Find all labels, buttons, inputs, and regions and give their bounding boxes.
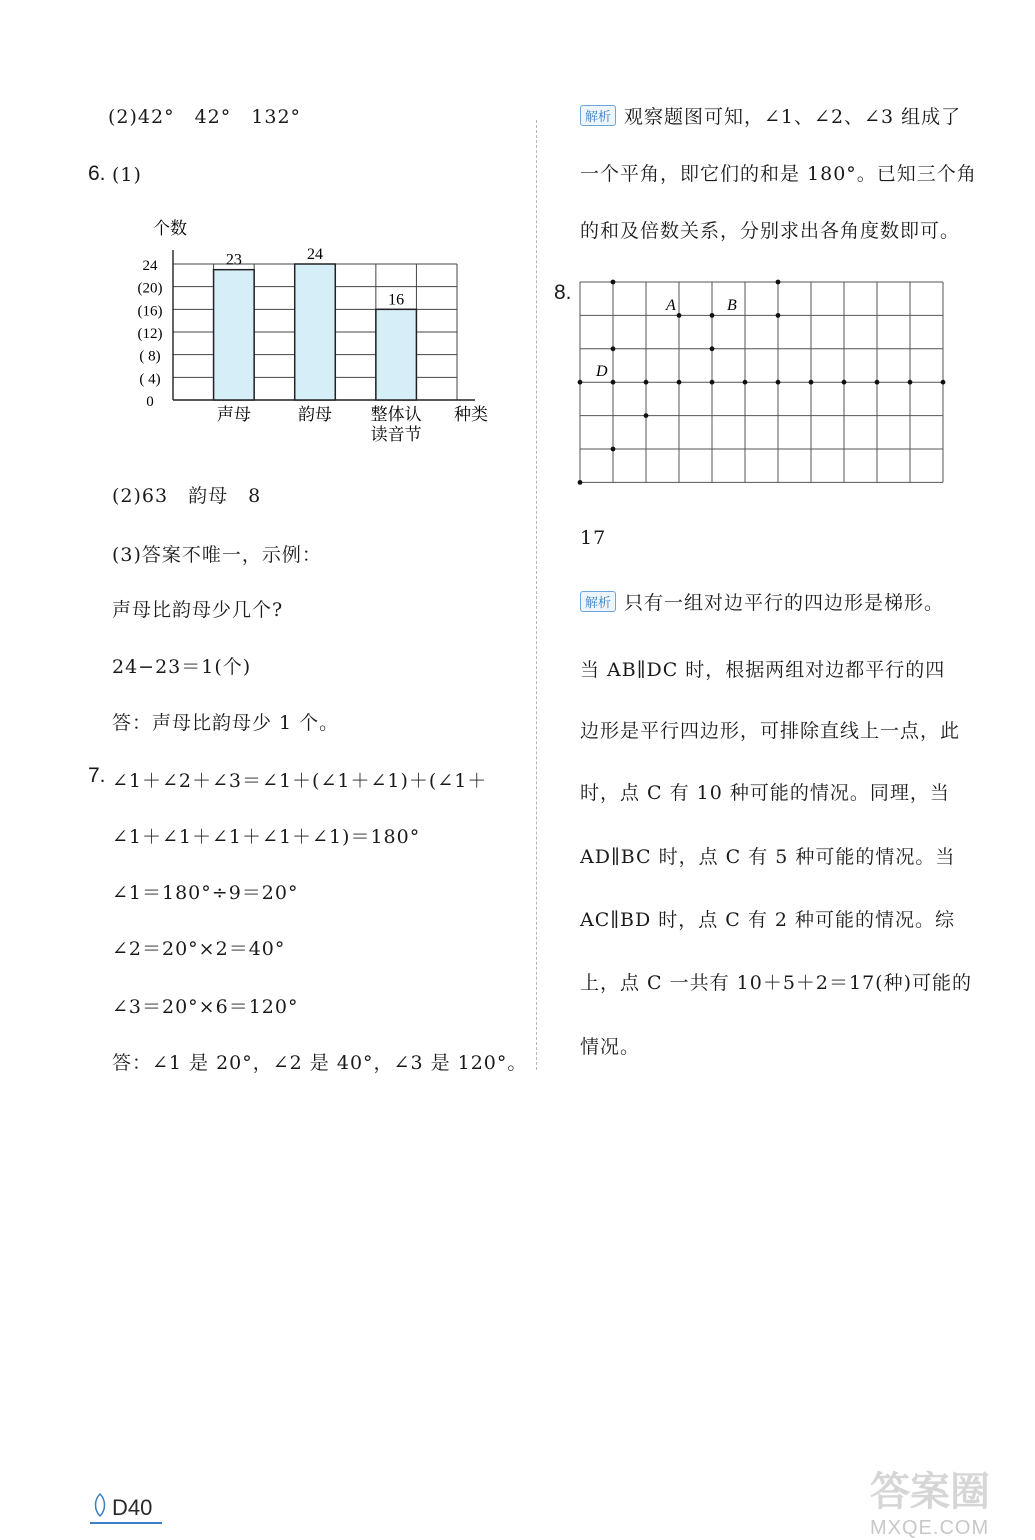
q7-line-4: ∠2＝20°×2＝40° <box>112 938 286 960</box>
analysis-badge-2: 解析 <box>580 591 616 612</box>
q7-line-3: ∠1＝180°÷9＝20° <box>112 882 299 904</box>
analysis-7-line-1 <box>580 102 961 129</box>
analysis-8-line-1 <box>580 588 944 615</box>
q8-answer: 17 <box>580 527 607 549</box>
grid-dot <box>710 313 715 318</box>
analysis-badge: 解析 <box>580 105 616 126</box>
category-label: 声母 <box>216 405 251 424</box>
point-b-label: B <box>727 297 737 314</box>
analysis-8-line-3: 边形是平行四边形，可排除直线上一点，此 <box>580 720 961 742</box>
page-number: D40 <box>112 1495 153 1520</box>
y-tick-label: (20) <box>137 280 163 297</box>
analysis-7-text-1: 观察题图可知，∠1、∠2、∠3 组成了 <box>624 106 962 128</box>
grid-dot <box>875 380 880 385</box>
analysis-8-text-1: 只有一组对边平行的四边形是梯形。 <box>624 592 945 614</box>
q6-label: 6. <box>88 162 106 185</box>
bar-1 <box>214 270 255 400</box>
y-tick-label: 0 <box>146 394 154 410</box>
leaf-icon <box>92 1492 108 1518</box>
q7-line-2: ∠1＋∠1＋∠1＋∠1＋∠1)＝180° <box>112 826 421 848</box>
grid-dot <box>710 380 715 385</box>
grid-dot <box>578 480 583 485</box>
q6-part3-question: 声母比韵母少几个? <box>112 599 284 621</box>
q7-label: 7. <box>88 764 106 787</box>
category-label: 读音节 <box>370 425 422 444</box>
analysis-7-line-3: 的和及倍数关系，分别求出各角度数即可。 <box>580 220 961 242</box>
grid-dot <box>743 380 748 385</box>
y-tick-label: 24 <box>142 258 158 274</box>
y-tick-label: ( 8) <box>139 348 161 365</box>
analysis-8-line-2: 当 AB∥DC 时，根据两组对边都平行的四 <box>580 659 946 681</box>
data-label: 24 <box>307 246 323 263</box>
point-d-label: D <box>596 363 608 380</box>
grid-dot <box>776 280 781 285</box>
y-tick-label: (12) <box>137 326 163 342</box>
x-axis-label: 种类 <box>454 405 488 424</box>
grid-dot <box>611 380 616 385</box>
point-a-label: A <box>666 297 676 314</box>
grid-dot <box>644 413 649 418</box>
bar-3 <box>376 309 417 400</box>
footer-rule <box>90 1522 162 1524</box>
watermark <box>870 1460 990 1540</box>
grid-dot <box>611 447 616 452</box>
q7-line-5: ∠3＝20°×6＝120° <box>112 996 299 1018</box>
q7-line-1: ∠1＋∠2＋∠3＝∠1＋(∠1＋∠1)＋(∠1＋ <box>112 770 488 792</box>
grid-dot <box>941 380 946 385</box>
q8-label: 8. <box>554 281 572 304</box>
analysis-8-line-5: AD∥BC 时，点 C 有 5 种可能的情况。当 <box>580 846 956 868</box>
q6-part1: (1) <box>112 164 142 186</box>
y-tick-label: ( 4) <box>139 371 161 388</box>
chart-bars <box>214 264 417 400</box>
grid-dot <box>776 313 781 318</box>
q5-part2: (2)42° 42° 132° <box>108 106 302 128</box>
point-grid <box>576 278 951 488</box>
grid-lines <box>580 282 943 482</box>
watermark-text: 答案圈 <box>870 1469 990 1515</box>
analysis-8-line-6: AC∥BD 时，点 C 有 2 种可能的情况。综 <box>580 909 956 931</box>
grid-dot <box>611 280 616 285</box>
grid-dot <box>776 380 781 385</box>
q6-part3-intro: (3)答案不唯一，示例： <box>112 544 322 566</box>
analysis-8-line-4: 时，点 C 有 10 种可能的情况。同理，当 <box>580 782 950 804</box>
grid-dot <box>710 346 715 351</box>
grid-dot <box>644 380 649 385</box>
data-label: 16 <box>388 291 405 309</box>
grid-dot <box>578 380 583 385</box>
grid-dot <box>677 380 682 385</box>
analysis-7-line-2: 一个平角，即它们的和是 180°。已知三个角 <box>580 163 977 185</box>
grid-dot <box>908 380 913 385</box>
analysis-8-line-8: 情况。 <box>580 1036 641 1058</box>
watermark-url: MXQE.COM <box>870 1517 990 1539</box>
q7-answer: 答：∠1 是 20°，∠2 是 40°，∠3 是 120°。 <box>112 1052 528 1074</box>
column-divider <box>536 120 537 1070</box>
bar-chart <box>120 210 520 455</box>
y-axis-label: 个数 <box>153 219 187 238</box>
category-label: 整体认 <box>370 405 422 424</box>
category-label: 韵母 <box>298 405 332 424</box>
grid-dot <box>677 313 682 318</box>
bar-2 <box>295 264 336 400</box>
y-tick-label: (16) <box>137 303 163 320</box>
q6-part3-calc: 24−23＝1(个) <box>112 656 252 678</box>
grid-dot <box>611 346 616 351</box>
analysis-8-line-7: 上，点 C 一共有 10＋5＋2＝17(种)可能的 <box>580 972 973 994</box>
grid-dot <box>842 380 847 385</box>
q6-part3-answer: 答：声母比韵母少 1 个。 <box>112 712 340 734</box>
grid-dot <box>809 380 814 385</box>
q6-part2: (2)63 韵母 8 <box>112 485 262 507</box>
data-label: 23 <box>225 251 242 269</box>
